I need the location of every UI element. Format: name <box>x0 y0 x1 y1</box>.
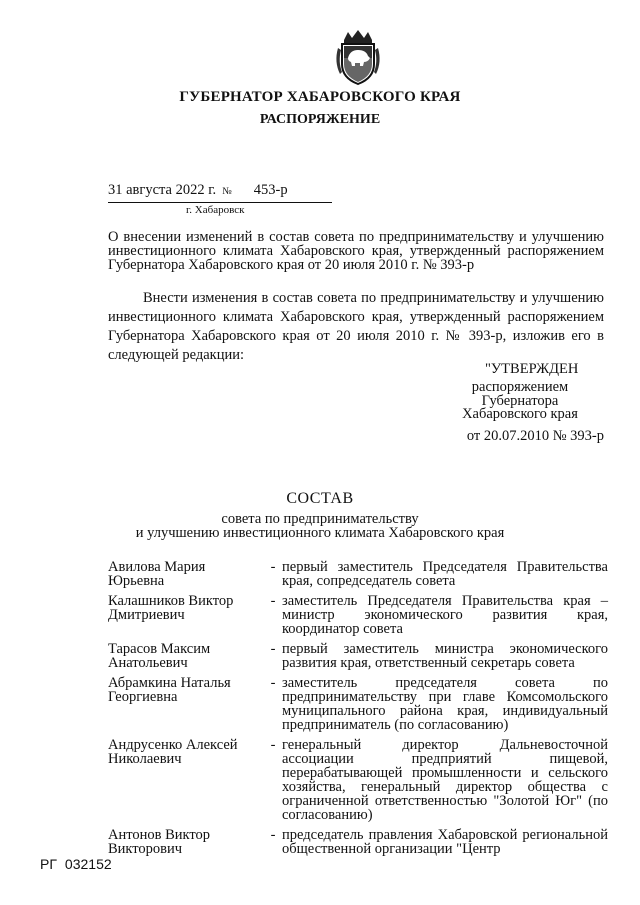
member-role: заместитель Председателя Правительства края – министр экономического развития края, координатор совета <box>282 593 608 637</box>
member-name: Абрамкина Наталья Георгиевна <box>108 675 231 705</box>
member-dash: - <box>270 737 276 753</box>
members-list <box>108 560 608 862</box>
approval-block <box>440 381 600 422</box>
member-dash: - <box>270 827 276 843</box>
composition-title: СОСТАВ <box>286 490 354 507</box>
member-dash: - <box>270 675 276 691</box>
member-dash: - <box>270 559 276 575</box>
approval-date: от 20.07.2010 № 393-р <box>466 428 604 444</box>
form-code: 032152 <box>64 856 112 872</box>
approval-line-1: распоряжением <box>471 379 569 395</box>
form-series: РГ <box>40 856 57 872</box>
coat-of-arms-emblem <box>330 28 386 88</box>
member-row <box>108 642 608 670</box>
member-row <box>108 738 608 822</box>
body-paragraph: Внести изменения в состав совета по предпринимательству и улучшению инвестиционного климата Хабаровского края, утвержденный распоряжением Губернатора Хабаровского края от 20 июля 2010 г. № 393-р, изложив его в следующей редакции: <box>108 290 604 363</box>
composition-subtitle <box>0 512 640 540</box>
document-date: 31 августа 2022 г. <box>108 182 217 198</box>
member-name: Антонов Виктор Викторович <box>108 827 211 857</box>
member-name: Тарасов Максим Анатольевич <box>108 641 211 671</box>
member-role: генеральный директор Дальневосточной ассоциации предприятий пищевой, перерабатывающей промышленности и сельского хозяйства, генеральный директор общества с ограниченной ответственностью "Золотой Юг" (по согласованию) <box>282 737 608 823</box>
subtitle-line-1: совета по предпринимательству <box>221 511 419 527</box>
document-subject: О внесении изменений в состав совета по предпринимательству и улучшению инвестиционного климата Хабаровского края, утвержденный распоряжением Губернатора Хабаровского края от 20 июля 2010 г. № 393-р <box>108 229 604 273</box>
approval-line-2: Губернатора <box>481 392 559 409</box>
member-name: Калашников Виктор Дмитриевич <box>108 593 234 623</box>
member-role: заместитель председателя совета по предпринимательству при главе Комсомольского муниципального района края, индивидуальный предприниматель (по согласованию) <box>282 675 608 733</box>
member-dash: - <box>270 593 276 609</box>
date-number-line <box>108 182 332 203</box>
number-sign: № <box>222 186 232 197</box>
member-name: Андрусенко Алексей Николаевич <box>108 737 238 767</box>
member-row <box>108 676 608 732</box>
member-role: первый заместитель Председателя Правительства края, сопредседатель совета <box>282 559 608 589</box>
member-role: первый заместитель министра экономического развития края, ответственный секретарь совета <box>282 641 608 671</box>
member-role: председатель правления Хабаровской региональной общественной организации "Центр <box>282 827 608 857</box>
city: г. Хабаровск <box>186 204 245 216</box>
form-serial <box>40 856 112 872</box>
member-dash: - <box>270 641 276 657</box>
approval-line-3: Хабаровского края <box>462 406 578 422</box>
authority-title: ГУБЕРНАТОР ХАБАРОВСКОГО КРАЯ <box>179 89 461 105</box>
member-row <box>108 594 608 636</box>
member-row <box>108 560 608 588</box>
member-name: Авилова Мария Юрьевна <box>108 559 206 589</box>
document-type: РАСПОРЯЖЕНИЕ <box>259 112 381 127</box>
document-number: 453-р <box>253 182 288 198</box>
subtitle-line-2: и улучшению инвестиционного климата Хабаровского края <box>135 525 505 541</box>
member-row <box>108 828 608 856</box>
approval-heading: "УТВЕРЖДЕН <box>485 361 579 377</box>
